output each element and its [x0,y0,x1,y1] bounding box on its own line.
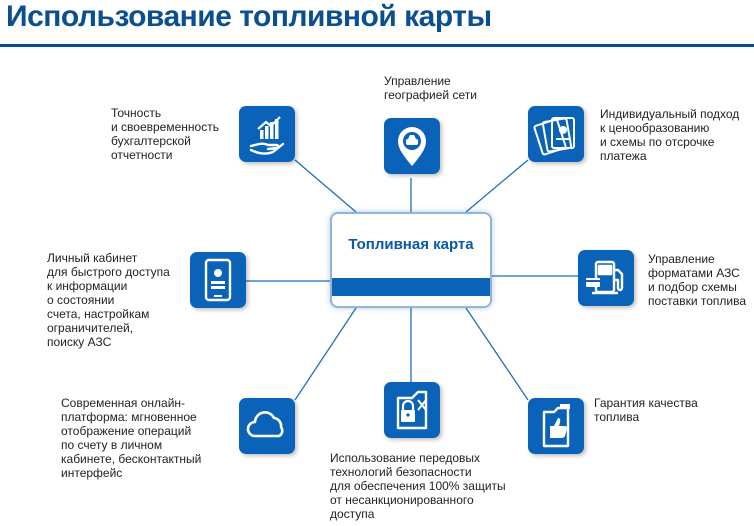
hand-chart-icon [239,106,295,162]
connector-platform [295,308,356,400]
phone-app-icon [190,252,246,308]
connector-quality [466,308,528,400]
label-platform: Современная онлайн- платформа: мгновенное отображение операций по счету в личном кабинете, бесконтактный интерфейс [61,396,202,480]
canister-thumb-icon [528,398,584,454]
label-accounting: Точность и своевременность бухгалтерской отчетности [111,106,219,162]
cards-icon [528,106,584,162]
label-stations: Управление форматами АЗС и подбор схемы поставки топлива [648,252,747,308]
connector-pricing [466,160,528,212]
fuel-card [330,212,492,308]
label-quality: Гарантия качества топлива [594,396,698,424]
label-security: Использование передовых технологий безопасности для обеспечения 100% защиты от несанкционированного доступа [330,451,506,521]
lock-canister-icon [384,382,440,438]
label-pricing: Индивидуальный подход к ценообразованию и схемы по отсрочке платежа [600,107,740,163]
label-geography: Управление географией сети [384,74,477,102]
label-cabinet: Личный кабинет для быстрого доступа к информации о состоянии счета, настройкам ограничителей, поиску АЗС [47,251,170,349]
cloud-icon [239,398,295,454]
fuel-card-stripe [332,278,490,296]
map-pin-car-icon [384,118,440,174]
fuel-card-label: Топливная карта [348,236,474,253]
fuel-pump-icon [578,250,634,306]
connector-accounting [295,160,356,212]
page-title: Использование топливной карты [6,0,492,33]
